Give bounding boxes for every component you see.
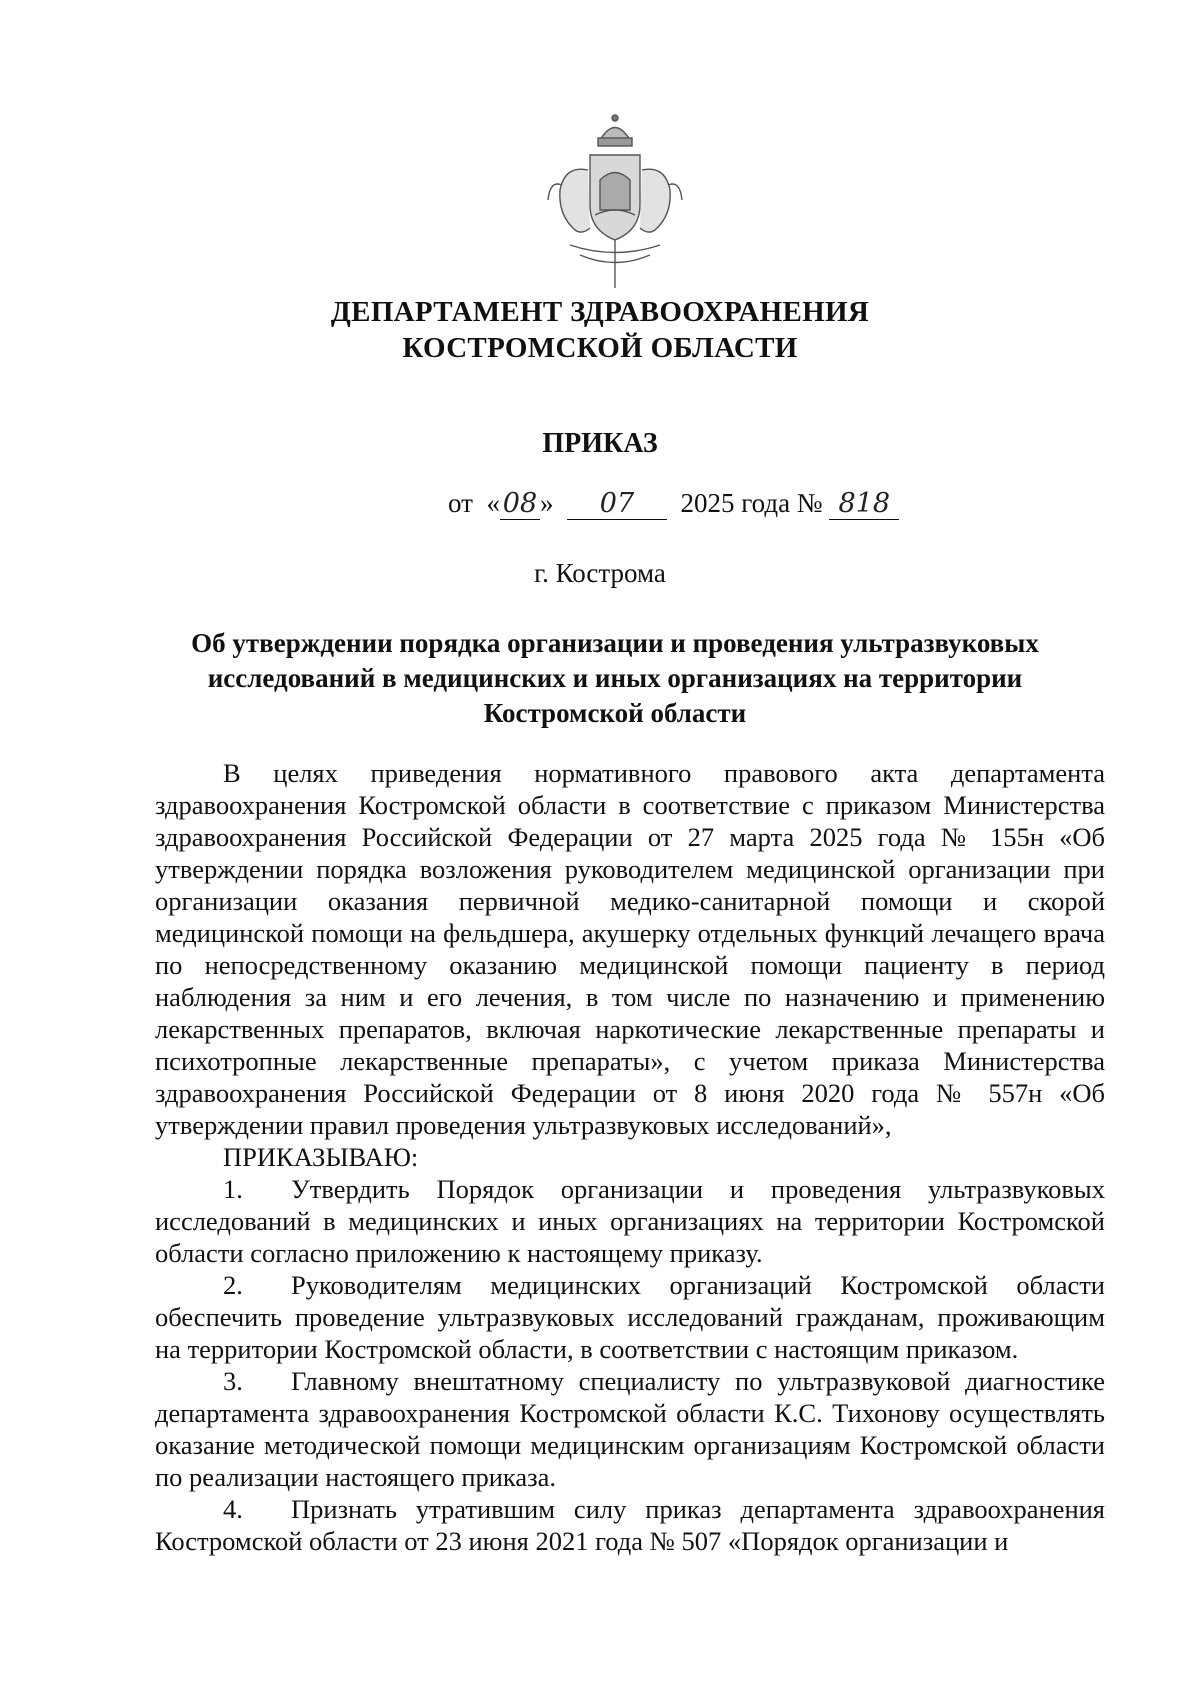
date-month: 07 (567, 488, 667, 520)
date-year-text: 2025 года № (680, 488, 823, 518)
order-item (155, 1365, 1105, 1493)
order-subject-heading: Об утверждении порядка организации и проведения ультразвуковых исследований в медицинских и иных организациях на территории Костромской области (191, 628, 1039, 728)
item-number: 3. (223, 1366, 243, 1396)
item-number: 2. (223, 1270, 243, 1300)
order-keyword: ПРИКАЗЫВАЮ: (223, 1142, 419, 1172)
order-item (155, 1173, 1105, 1269)
order-item (155, 1269, 1105, 1365)
department-name-line2: КОСТРОМСКОЙ ОБЛАСТИ (402, 332, 798, 364)
item-text: Руководителям медицинских организаций Костромской области обеспечить проведение ультразвуковых исследований гражданам, проживающим на территории Костромской области, в соответствии с настоящим приказом. (155, 1270, 1105, 1364)
item-text: Главному внештатному специалисту по ультразвуковой диагностике департамента здравоохранения Костромской области К.С. Тихонову осуществлять оказание методической помощи медицинским организациям Костромской области по реализации настоящего приказа. (155, 1366, 1105, 1492)
city-line: г. Кострома (534, 558, 666, 588)
coat-of-arms-emblem (540, 110, 690, 290)
item-number: 4. (223, 1494, 243, 1524)
order-number: 818 (829, 488, 899, 520)
order-date-line: от « 08 » 07 2025 года № 818 (448, 488, 899, 520)
item-text: Признать утратившим силу приказ департамента здравоохранения Костромской области от 23 июня 2021 года № 507 «Порядок организации и (155, 1494, 1105, 1556)
item-text: Утвердить Порядок организации и проведения ультразвуковых исследований в медицинских и иных организациях на территории Костромской области согласно приложению к настоящему приказу. (155, 1174, 1105, 1268)
date-prefix: от (448, 488, 473, 518)
order-item (155, 1493, 1105, 1557)
date-day: 08 (500, 488, 540, 520)
preamble-paragraph: В целях приведения нормативного правового акта департамента здравоохранения Костромской области в соответствие с приказом Министерства здравоохранения Российской Федерации от 27 марта 2025 года № 155н «Об утверждении порядка возложения руководителем медицинской организации при организации оказания первичной медико-санитарной помощи и скорой медицинской помощи на фельдшера, акушерку отдельных функций лечащего врача по непосредственному оказанию медицинской помощи пациенту в период наблюдения за ним и его лечения, в том числе по назначению и применению лекарственных препаратов, включая наркотические лекарственные препараты и психотропные лекарственные препараты», с учетом приказа Министерства здравоохранения Российской Федерации от 8 июня 2020 года № 557н «Об утверждении правил проведения ультразвуковых исследований», (155, 758, 1105, 1140)
item-number: 1. (223, 1174, 243, 1204)
order-body (155, 757, 1105, 1557)
department-name-line1: ДЕПАРТАМЕНТ ЗДРАВООХРАНЕНИЯ (330, 296, 870, 328)
document-type-title: ПРИКАЗ (542, 428, 658, 459)
